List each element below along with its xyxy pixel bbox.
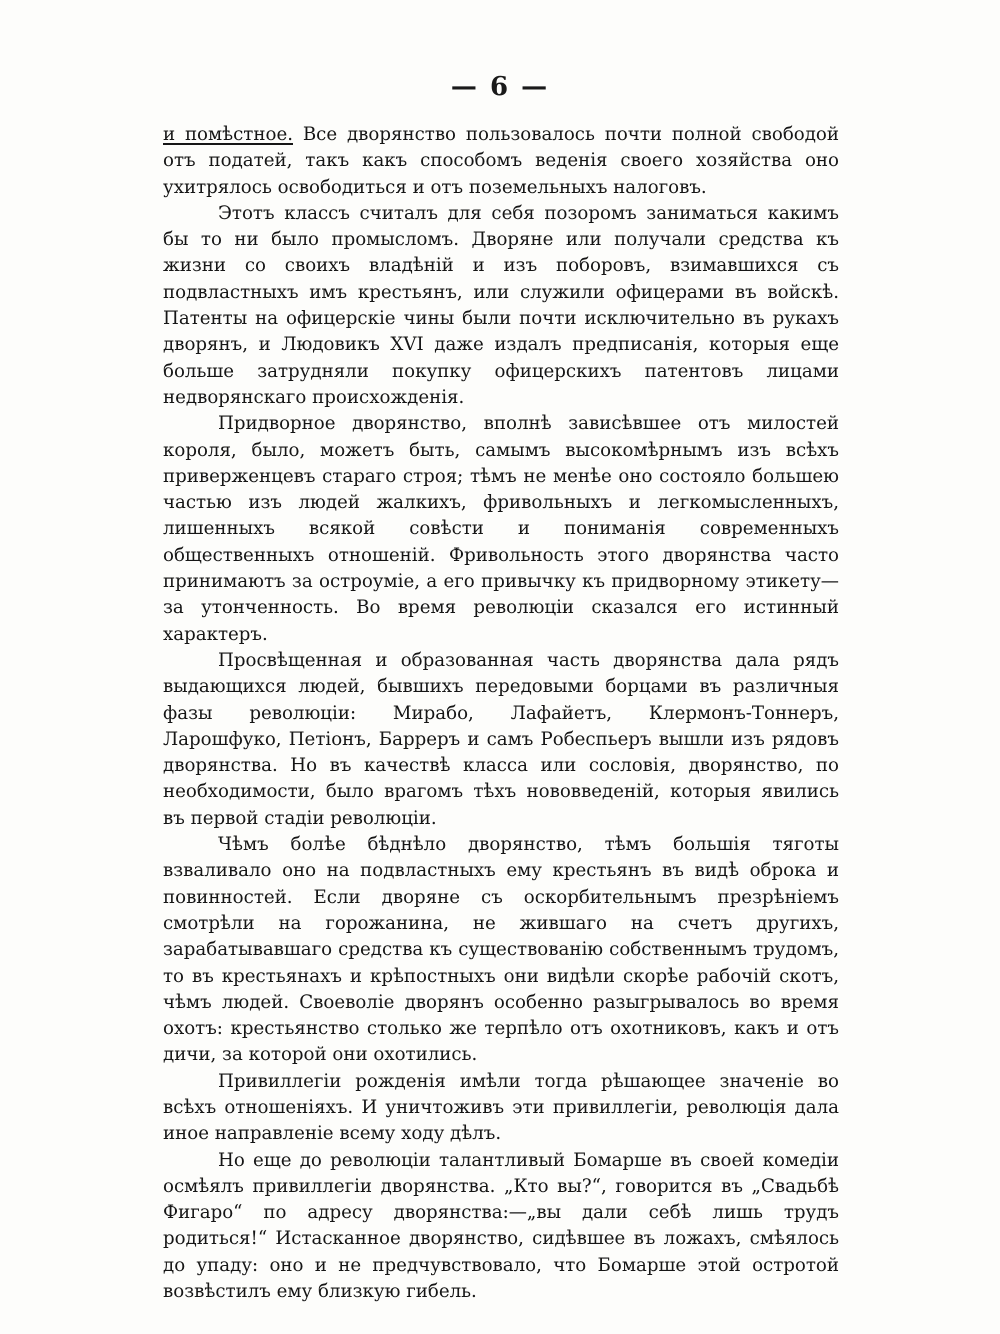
paragraph-1-text: Все дворянство пользовалось почти полной свободой отъ податей, такъ какъ способомъ веденія своего хозяйства оно ухитрялось освободиться и отъ поземельныхъ налоговъ. (163, 124, 839, 198)
paragraph-2: Этотъ классъ считалъ для себя позоромъ заниматься какимъ бы то ни было промысломъ. Дворяне или получали средства къ жизни со своихъ владѣній и изъ поборовъ, взимавшихся съ подвластныхъ имъ крестьянъ, или служили офицерами въ войскѣ. Патенты на офицерскіе чины были почти исключительно въ рукахъ дворянъ, и Людовикъ XVI даже издалъ предписанія, которыя еще больше затрудняли покупку офицерскихъ патентовъ лицами недворянскаго происхожденія. (163, 202, 839, 408)
paragraph-4: Просвѣщенная и образованная часть дворянства дала рядъ выдающихся людей, бывшихъ передовыми борцами въ различныя фазы революціи: Мирабо, Лафайетъ, Клермонъ-Тоннеръ, Ларошфуко, Петіонъ, Барреръ и самъ Робеспьеръ вышли изъ рядовъ дворянства. Но въ качествѣ класса или сословія, дворянство, по необходимости, было врагомъ тѣхъ нововведеній, которыя явились въ первой стадіи революціи. (163, 649, 839, 829)
text-body (163, 122, 839, 1305)
page-number: — 6 — (450, 72, 550, 102)
paragraph-6: Привиллегіи рожденія имѣли тогда рѣшающее значеніе во всѣхъ отношеніяхъ. И уничтоживъ эти привиллегіи, революція дала иное направленіе всему ходу дѣлъ. (163, 1070, 839, 1145)
paragraph-3: Придворное дворянство, вполнѣ зависѣвшее отъ милостей короля, было, можетъ быть, самымъ высокомѣрнымъ изъ всѣхъ приверженцевъ стараго строя; тѣмъ не менѣе оно состояло большею частью изъ людей жалкихъ, фривольныхъ и легкомысленныхъ, лишенныхъ всякой совѣсти и пониманія современныхъ общественныхъ отношеній. Фривольность этого дворянства часто принимаютъ за остроуміе, а его привычку къ придворному этикету—за утонченность. Во время революціи сказался его истинный характеръ. (163, 413, 839, 645)
paragraph-7: Но еще до революціи талантливый Бомарше въ своей комедіи осмѣялъ привиллегіи дворянства. „Кто вы?“, говорится въ „Свадьбѣ Фигаро“ по адресу дворянства:—„вы дали себѣ лишь трудъ родиться!“ Истасканное дворянство, сидѣвшее въ ложахъ, смѣялось до упаду: оно и не предчувствовало, что Бомарше этой остротой возвѣстилъ ему близкую гибель. (163, 1149, 839, 1303)
underlined-lead-text: и помѣстное. (163, 124, 293, 145)
paragraph-5: Чѣмъ болѣе бѣднѣло дворянство, тѣмъ большія тяготы взваливало оно на подвластныхъ ему крестьянъ въ видѣ оброка и повинностей. Если дворяне съ оскорбительнымъ презрѣніемъ смотрѣли на горожанина, не жившаго на счетъ другихъ, зарабатывавшаго средства къ существованію собственнымъ трудомъ, то въ крестьянахъ и крѣпостныхъ они видѣли скорѣе рабочій скотъ, чѣмъ людей. Своеволіе дворянъ особенно разыгрывалось во время охотъ: крестьянство столько же терпѣло отъ охотниковъ, какъ и отъ дичи, за которой они охотились. (163, 834, 839, 1066)
paragraph-1 (163, 122, 839, 201)
